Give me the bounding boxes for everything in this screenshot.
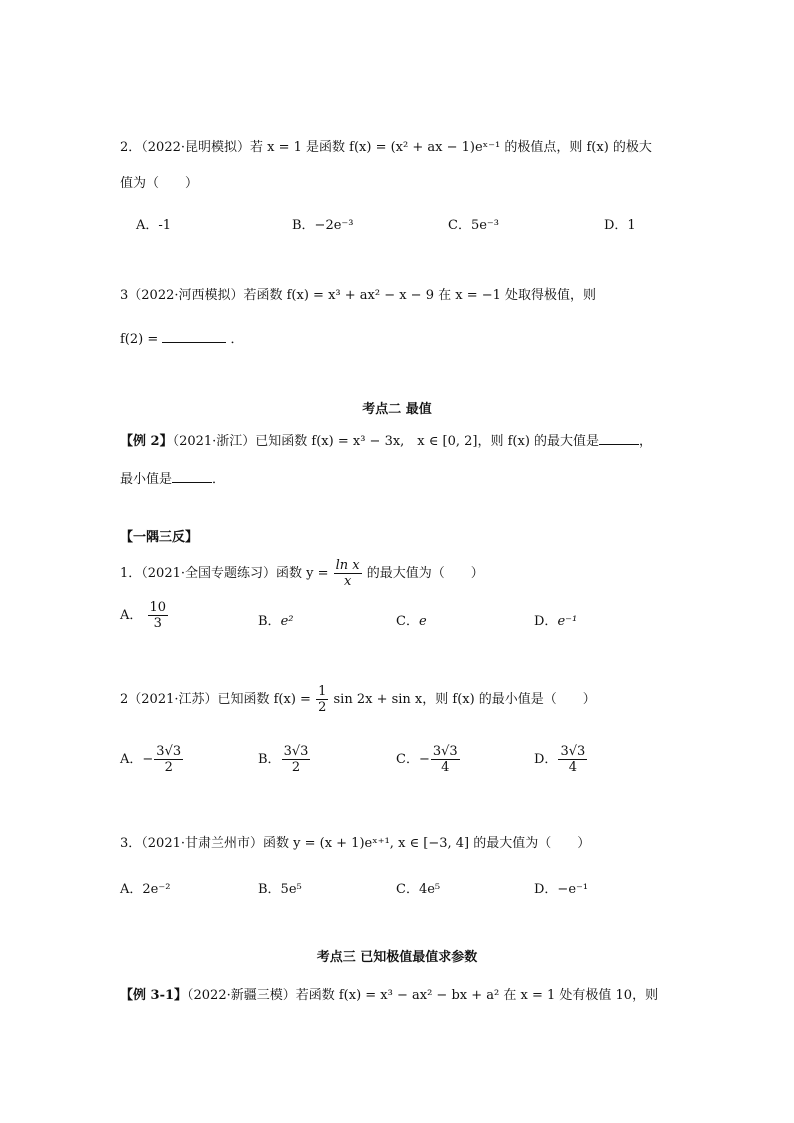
p2-option-a: A．− $\frac{3√3}{2}$ — [120, 744, 182, 775]
example3-line1 — [120, 988, 658, 1004]
p2-fraction: $\frac{1}{2}$ — [318, 684, 327, 715]
p3-option-d: D．−e⁻¹ — [534, 882, 589, 897]
p1-text-after: 的最大值为（ ） — [366, 566, 484, 581]
example2-line1 — [120, 432, 652, 450]
example2-max-blank — [599, 432, 639, 445]
example2-min-label: 最小值是 — [120, 472, 173, 487]
section2-title: 考点二 最值 — [362, 402, 432, 417]
q2-line2: 值为（ ） — [120, 176, 199, 191]
q3-expression: f(2) = — [120, 332, 159, 347]
p2-option-c: C．− $\frac{3√3}{4}$ — [396, 744, 458, 775]
p2-text-before: 2（2021·江苏）已知函数 f(x) = — [120, 692, 311, 707]
p1-frac-num: ln x — [335, 558, 360, 573]
p1-stem — [120, 558, 484, 589]
p1-option-d: D．e⁻¹ — [534, 614, 578, 629]
example3-label: 【例 3-1】 — [120, 988, 188, 1003]
p1-text-before: 1．（2021·全国专题练习）函数 y = — [120, 566, 329, 581]
example2-text: （2021·浙江）已知函数 f(x) = x³ − 3x, x ∈ [0, 2]，则 f(x) 的最大值是 — [172, 434, 600, 449]
p3-option-a: A．2e⁻² — [120, 882, 171, 897]
example2-comma: ， — [639, 434, 653, 449]
practice-title: 【一隅三反】 — [120, 530, 199, 545]
q3-line2 — [120, 330, 244, 348]
p1-fraction — [334, 558, 362, 589]
section3-title: 考点三 已知极值最值求参数 — [316, 950, 478, 965]
p3-stem: 3．（2021·甘肃兰州市）函数 y = (x + 1)eˣ⁺¹, x ∈ [−3, 4] 的最大值为（ ） — [120, 836, 591, 851]
p2-text-after: sin 2x + sin x，则 f(x) 的最小值是（ ） — [333, 692, 596, 707]
p2-option-d: D． $\frac{3√3}{4}$ — [534, 744, 586, 775]
q3-line1: 3（2022·河西模拟）若函数 f(x) = x³ + ax² − x − 9 在 x = −1 处取得极值，则 — [120, 288, 597, 303]
q2-option-d: D．1 — [604, 218, 636, 233]
p2-stem — [120, 684, 596, 715]
example2-line2 — [120, 470, 225, 488]
p1-option-b: B．e² — [258, 614, 294, 629]
example2-period: ． — [212, 472, 226, 487]
p2-option-b: B． $\frac{3√3}{2}$ — [258, 744, 309, 775]
q3-answer-blank — [162, 330, 226, 343]
example3-text: （2022·新疆三模）若函数 f(x) = x³ − ax² − bx + a² 在 x = 1 处有极值 10，则 — [187, 988, 659, 1003]
example2-min-blank — [172, 470, 212, 483]
q3-period: ． — [230, 332, 244, 347]
p1-frac-den: x — [343, 574, 352, 589]
p3-option-b: B．5e⁵ — [258, 882, 302, 897]
p1-option-a: A． $\frac{10}{3}$ — [120, 600, 167, 631]
p3-option-c: C．4e⁵ — [396, 882, 441, 897]
q2-line1: 2．（2022·昆明模拟）若 x = 1 是函数 f(x) = (x² + ax − 1)eˣ⁻¹ 的极值点，则 f(x) 的极大 — [120, 140, 652, 155]
example2-label: 【例 2】 — [120, 434, 173, 449]
q2-option-b: B．−2e⁻³ — [292, 218, 354, 233]
p1-option-c: C．e — [396, 614, 427, 629]
q2-option-a: A．-1 — [136, 218, 172, 233]
q2-option-c: C．5e⁻³ — [448, 218, 499, 233]
